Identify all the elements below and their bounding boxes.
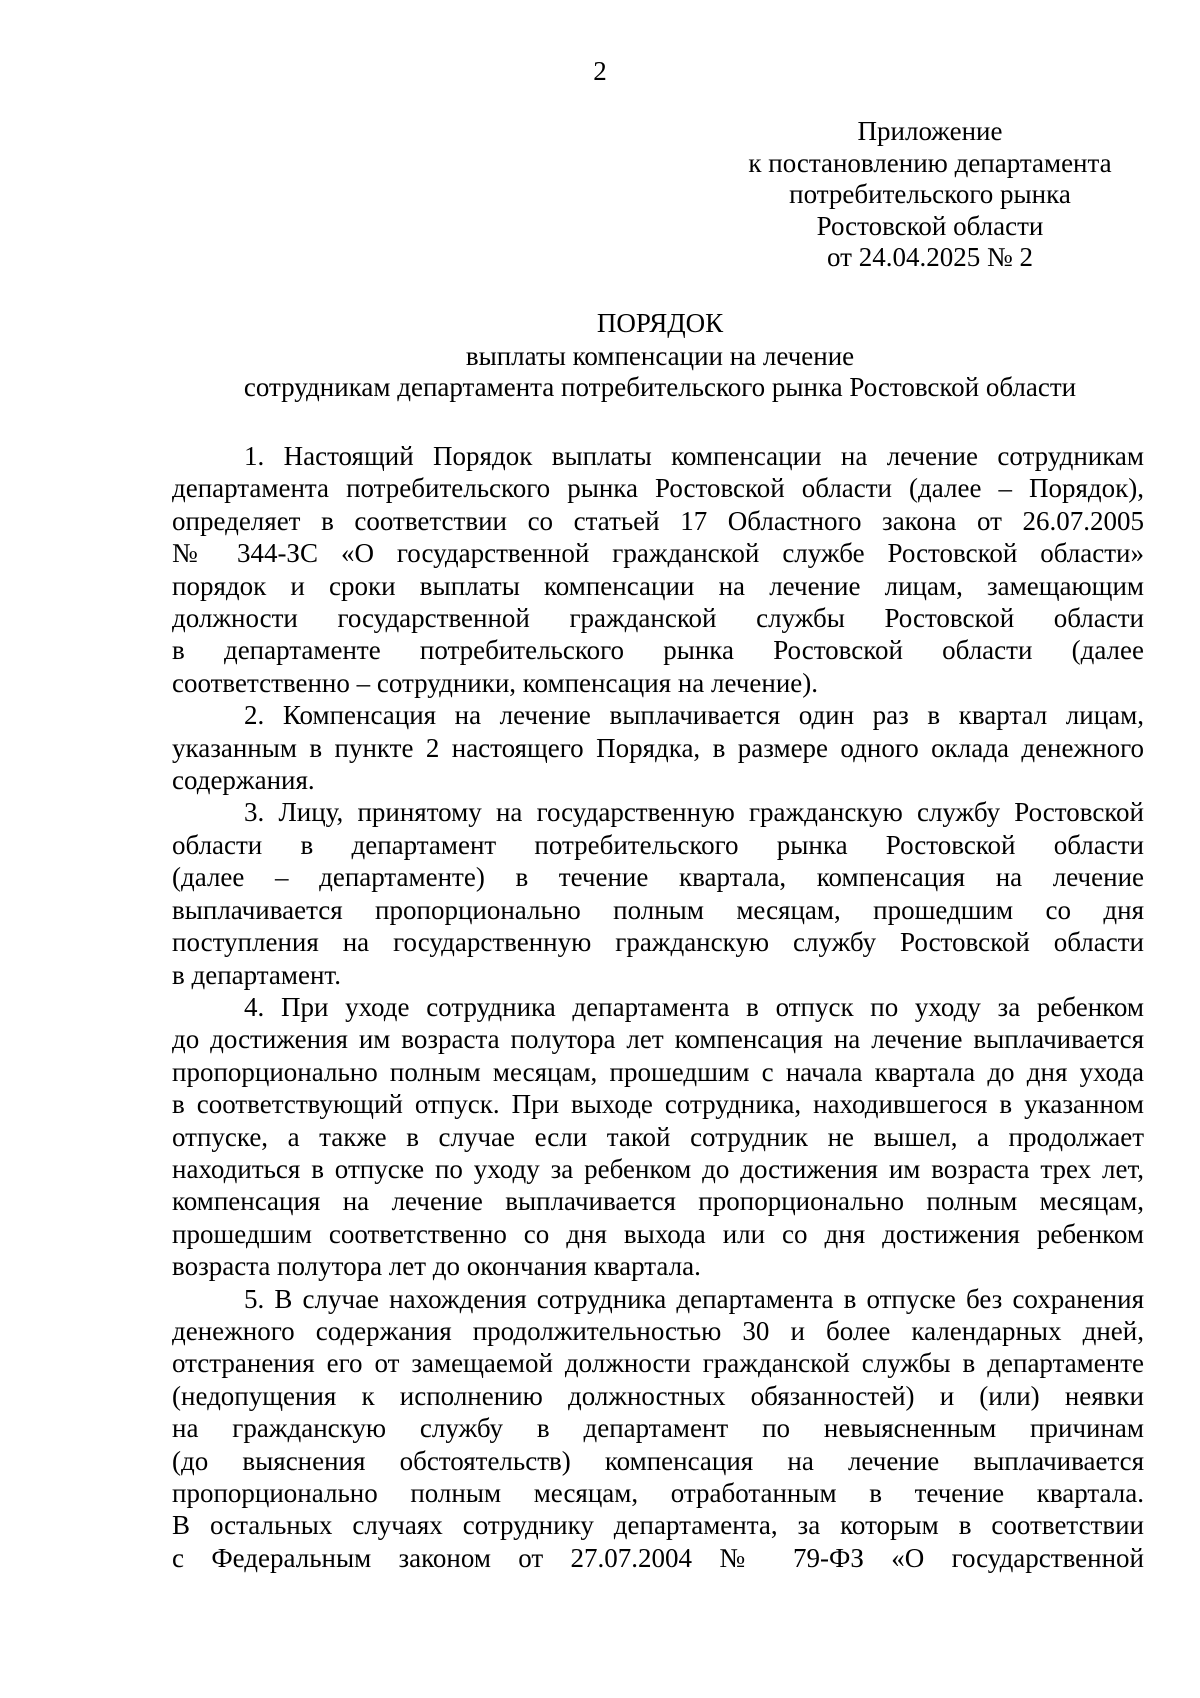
paragraph-line: содержания. <box>172 765 315 796</box>
paragraph-line: денежного содержания продолжительностью 30 и более календарных дней, <box>172 1315 1144 1346</box>
paragraph-line: (до выяснения обстоятельств) компенсация на лечение выплачивается <box>172 1445 1144 1476</box>
paragraph-line: департамента потребительского рынка Ростовской области (далее – Порядок), <box>172 473 1144 504</box>
title-subline: сотрудникам департамента потребительского рынка Ростовской области <box>243 372 1077 402</box>
paragraph-line: с Федеральным законом от 27.07.2004 № 79-ФЗ «О государственной <box>172 1542 1144 1573</box>
paragraph-line: соответственно – сотрудники, компенсация на лечение). <box>172 667 819 698</box>
document-title <box>0 308 1200 404</box>
paragraph-line: 2. Компенсация на лечение выплачивается один раз в квартал лицам, <box>244 700 1144 731</box>
page-number: 2 <box>593 56 607 86</box>
paragraph-line: (недопущения к исполнению должностных обязанностей) и (или) неявки <box>172 1380 1144 1411</box>
paragraph-line: в соответствующий отпуск. При выходе сотрудника, находившегося в указанном <box>172 1089 1144 1120</box>
paragraph-line: В остальных случаях сотруднику департамента, за которым в соответствии <box>172 1510 1144 1541</box>
paragraph-line: выплачивается пропорционально полным месяцам, прошедшим со дня <box>172 894 1144 925</box>
paragraph-line: 4. При уходе сотрудника департамента в отпуск по уходу за ребенком <box>244 991 1144 1022</box>
paragraph-5 <box>172 1283 1144 1575</box>
paragraph-line: в департаменте потребительского рынка Ростовской области (далее <box>172 635 1144 666</box>
paragraph-line: 1. Настоящий Порядок выплаты компенсации на лечение сотрудникам <box>244 441 1144 471</box>
appendix-date-line: от 24.04.2025 № 2 <box>827 242 1033 272</box>
paragraph-line: 5. В случае нахождения сотрудника департамента в отпуске без сохранения <box>244 1283 1144 1314</box>
paragraph-line: определяет в соответствии со статьей 17 Областного закона от 26.07.2005 <box>172 505 1144 536</box>
paragraph-line: должности государственной гражданской службы Ростовской области <box>172 603 1144 634</box>
paragraph-3 <box>172 796 1144 990</box>
paragraph-line: прошедшим соответственно со дня выхода или со дня достижения ребенком <box>172 1218 1144 1249</box>
paragraph-line: поступления на государственную гражданскую службу Ростовской области <box>172 927 1144 958</box>
paragraph-line: на гражданскую службу в департамент по невыясненным причинам <box>172 1413 1144 1444</box>
appendix-line: потребительского рынка <box>789 179 1071 209</box>
paragraph-line: пропорционально полным месяцам, прошедшим с начала квартала до дня ухода <box>172 1056 1144 1087</box>
paragraph-line: до достижения им возраста полутора лет компенсация на лечение выплачивается <box>172 1024 1144 1055</box>
paragraph-line: возраста полутора лет до окончания квартала. <box>172 1251 701 1282</box>
paragraph-2 <box>172 699 1144 796</box>
paragraph-line: пропорционально полным месяцам, отработанным в течение квартала. <box>172 1478 1144 1508</box>
paragraph-line: отстранения его от замещаемой должности гражданской службы в департаменте <box>172 1348 1144 1379</box>
paragraph-line: порядок и сроки выплаты компенсации на лечение лицам, замещающим <box>172 570 1144 601</box>
paragraph-line: отпуске, а также в случае если такой сотрудник не вышел, а продолжает <box>172 1121 1144 1152</box>
paragraph-line: 3. Лицу, принятому на государственную гражданскую службу Ростовской <box>244 797 1144 828</box>
document-body <box>172 440 1144 1574</box>
title-main: ПОРЯДОК <box>596 308 724 338</box>
paragraph-line: № 344-ЗС «О государственной гражданской службе Ростовской области» <box>172 538 1144 569</box>
paragraph-line: указанным в пункте 2 настоящего Порядка, в размере одного оклада денежного <box>172 732 1144 763</box>
paragraph-1 <box>172 440 1144 699</box>
appendix-line: Приложение <box>857 116 1003 146</box>
paragraph-4 <box>172 991 1144 1283</box>
appendix-line: Ростовской области <box>816 210 1044 241</box>
appendix-block <box>730 116 1130 274</box>
title-subline: выплаты компенсации на лечение <box>465 340 855 371</box>
paragraph-line: (далее – департаменте) в течение квартала, компенсация на лечение <box>172 862 1144 893</box>
appendix-line: к постановлению департамента <box>748 147 1112 178</box>
paragraph-line: области в департамент потребительского рынка Ростовской области <box>172 829 1144 860</box>
paragraph-line: находиться в отпуске по уходу за ребенком до достижения им возраста трех лет, <box>172 1153 1144 1184</box>
paragraph-line: в департамент. <box>172 959 341 990</box>
paragraph-line: компенсация на лечение выплачивается пропорционально полным месяцам, <box>172 1186 1144 1217</box>
